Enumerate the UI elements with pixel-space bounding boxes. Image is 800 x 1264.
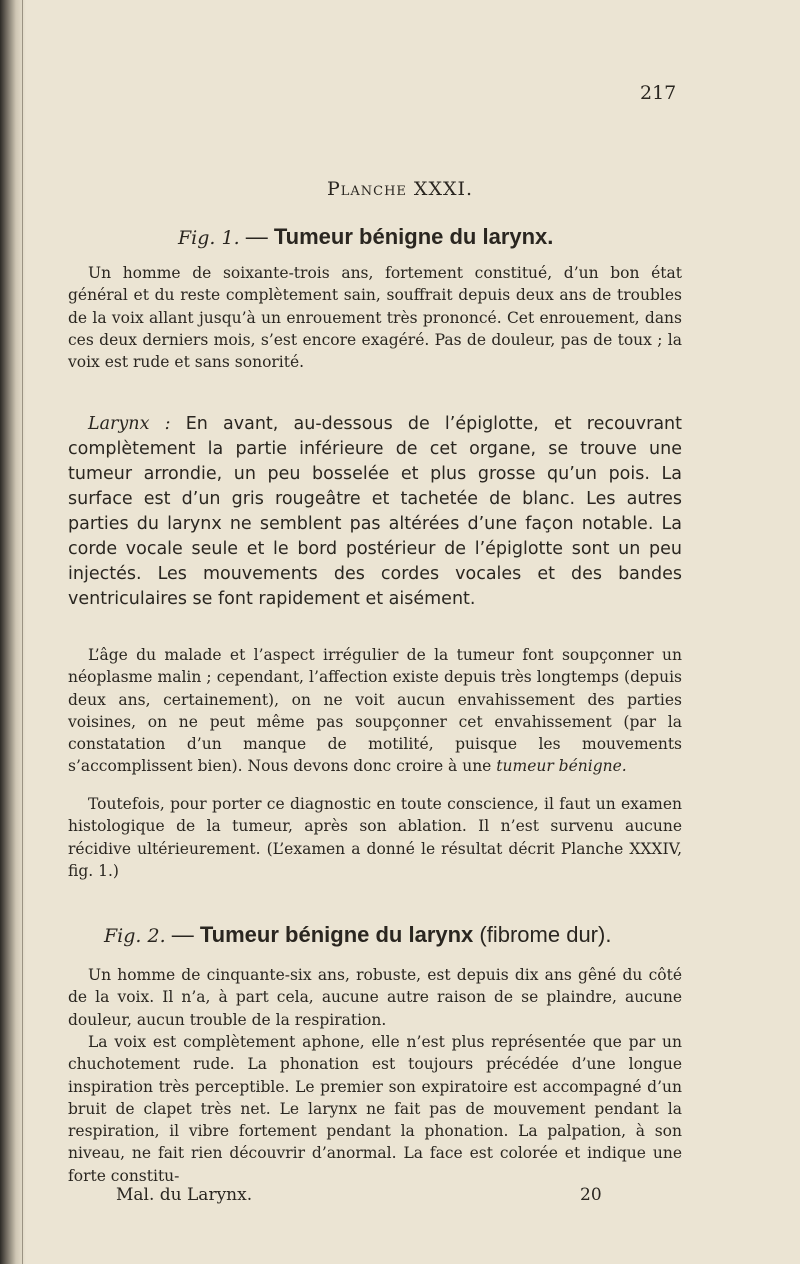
fig2-case-history: Un homme de cinquante-six ans, robuste, est depuis dix ans gêné du côté de la voix. Il n’a, à part cela, aucune autre raison de se plaindre, aucune douleur, aucun trouble de la respiration. [68,966,682,1029]
fig2-suffix: (fibrome dur). [473,922,612,947]
fig1-heading [178,224,553,250]
fig1-title: Tumeur bénigne du larynx. [273,224,554,249]
fig1-dash: — [239,224,274,249]
fig2-title: Tumeur bénigne du larynx [199,922,474,947]
plate-title: Planche XXXI. [326,178,474,200]
fig2-voice-description: La voix est complètement aphone, elle n’est plus représentée que par un chuchotement rude. La phonation est toujours précédée d’une longue inspiration très perceptible. Le premier son expiratoire est accompagné d’un bruit de clapet très net. Le larynx ne fait pas de mouvement pendant la respiration, il vibre fortement pendant la phonation. La palpation, à son niveau, ne fait rien découvrir d’anormal. La face est colorée et indique une forte constitu- [68,1033,682,1185]
fig1-larynx-description [68,412,682,612]
fig2-dash: — [165,922,200,947]
footer-book-title: Mal. du Larynx. [116,1185,253,1205]
fig1-followup: Toutefois, pour porter ce diagnostic en toute conscience, il faut un examen histologique de la tumeur, après son ablation. Il n’est survenu aucune récidive ultérieurement. (L’examen a donné le résultat décrit Planche XXXIV, fig. 1.) [68,795,682,880]
fig1-label: Fig. 1. [178,227,240,249]
diagnosis-italic: tumeur bénigne. [496,757,627,776]
fig2-heading [104,922,611,948]
fig1-case-history: Un homme de soixante-trois ans, fortement constitué, d’un bon état général et du reste complètement sain, souffrait depuis deux ans de troubles de la voix allant jusqu’à un enrouement très prononcé. Cet enrouement, dans ces deux derniers mois, s’est encore exagéré. Pas de douleur, pas de toux ; la voix est rude et sans sonorité. [68,264,682,372]
larynx-label: Larynx : [88,414,171,434]
footer-signature-number: 20 [580,1185,602,1205]
fig1-diagnosis [68,644,682,778]
diagnosis-text: L’âge du malade et l’aspect irrégulier de la tumeur font soupçonner un néoplasme malin ; cependant, l’affection existe depuis très longtemps (depuis deux ans, certainement), on ne voit aucun envahissement des parties voisines, on ne peut même pas soupçonner cet envahissement (par la constatation d’un manque de motilité, puisque les mouvements s’accomplissent bien). Nous devons donc croire à une [68,646,682,776]
page-number: 217 [640,82,677,104]
larynx-text: En avant, au-dessous de l’épiglotte, et recouvrant complètement la partie inférieure de cet organe, se trouve une tumeur arrondie, un peu bosselée et plus grosse qu’un pois. La surface est d’un gris rougeâtre et tachetée de blanc. Les autres parties du larynx ne semblent pas altérées d’une façon notable. La corde vocale seule et le bord postérieur de l’épiglotte sont un peu injectés. Les mouvements des cordes vocales et des bandes ventriculaires se font rapidement et aisément. [68,414,683,609]
fig2-label: Fig. 2. [104,925,166,947]
